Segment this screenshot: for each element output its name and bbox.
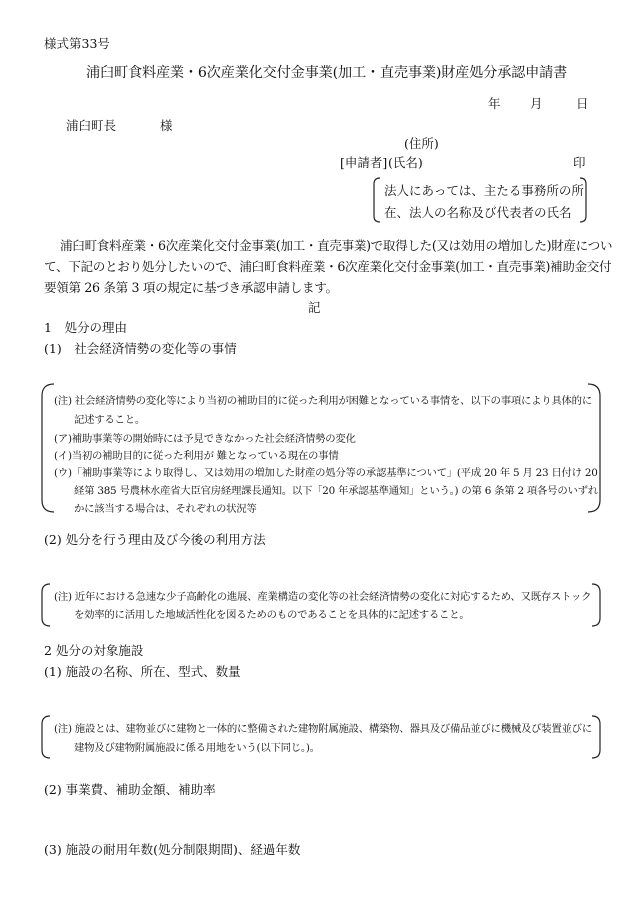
note-3-line-1: (注) 施設とは、建物並びに建物と一体的に整備された建物附属施設、構築物、器具及び備品並びに機械及び装置並びに [54,723,592,735]
note-1-line-5: (ウ)「補助事業等により取得し、又は効用の増加した財産の処分等の承認基準について」(平成 20 年 5 月 23 日付け 20 [54,467,598,479]
note-1-line-3: (ア)補助事業等の開始時には予見できなかった社会経済情勢の変化 [54,433,356,445]
note-1-line-1: (注) 社会経済情勢の変化等により当初の補助目的に従った利用が困難となっている事情を、以下の事項により具体的に [54,395,592,407]
section-2-3-heading: (3) 施設の耐用年数(処分制限期間)、経過年数 [44,842,301,857]
date-day: 日 [576,96,589,111]
note-1-line-7: かに該当する場合は、それぞれの状況等 [74,503,257,515]
section-2-2-heading: (2) 事業費、補助金額、補助率 [44,782,216,797]
addressee-name: 浦臼町長 [66,118,117,133]
seal-mark: 印 [573,155,586,170]
date-month: 月 [530,96,543,111]
applicant-label: [申請者] [340,155,388,170]
corp-note-line2: 在、法人の名称及び代表者の氏名 [384,205,572,220]
note-2-line-2: を効率的に活用した地域活性化を図るためのものであることを具体的に記述すること。 [74,609,470,621]
note-3-line-2: 建物及び建物附属施設に係る用地をいう(以下同じ。)。 [74,742,320,754]
body-line-1: 浦臼町食料産業・6次産業化交付金事業(加工・直売事業)で取得した(又は効用の増加した)財産につい [60,238,613,253]
note-2-line-1: (注) 近年における急速な少子高齢化の進展、産業構造の変化等の社会経済情勢の変化に対応するため、又既存ストック [54,591,592,603]
section-1-1-heading: (1) 社会経済情勢の変化等の事情 [44,341,237,356]
note-1-line-2: 記述すること。 [74,414,145,426]
form-number: 様式第33号 [44,36,110,51]
note-1-line-6: 経第 385 号農林水産省大臣官房経理課長通知。以下「20 年承認基準通知」という。) の第 6 条第 2 項各号のいずれ [74,485,598,497]
corp-note-line1: 法人にあっては、主たる事務所の所 [384,183,584,198]
document-title: 浦臼町食料産業・6次産業化交付金事業(加工・直売事業)財産処分承認申請書 [86,65,568,81]
name-label: (氏名) [388,155,423,170]
section-1-heading: 1 処分の理由 [44,320,127,335]
section-2-heading: 2 処分の対象施設 [44,643,144,658]
note-1-line-4: (イ)当初の補助目的に従った利用が 難となっている現在の事情 [54,450,339,462]
address-label: (住所) [404,136,439,151]
section-2-1-heading: (1) 施設の名称、所在、型式、数量 [44,664,241,679]
addressee-honorific: 様 [160,118,173,133]
ki-heading: 記 [308,300,321,315]
body-line-3: 要領第 26 条第 3 項の規定に基づき承認申請します。 [44,280,338,295]
body-line-2: て、下記のとおり処分したいので、浦臼町食料産業・6次産業化交付金事業(加工・直売事業)補助金交付 [44,259,612,274]
section-1-2-heading: (2) 処分を行う理由及び今後の利用方法 [44,532,266,547]
date-year: 年 [488,96,501,111]
